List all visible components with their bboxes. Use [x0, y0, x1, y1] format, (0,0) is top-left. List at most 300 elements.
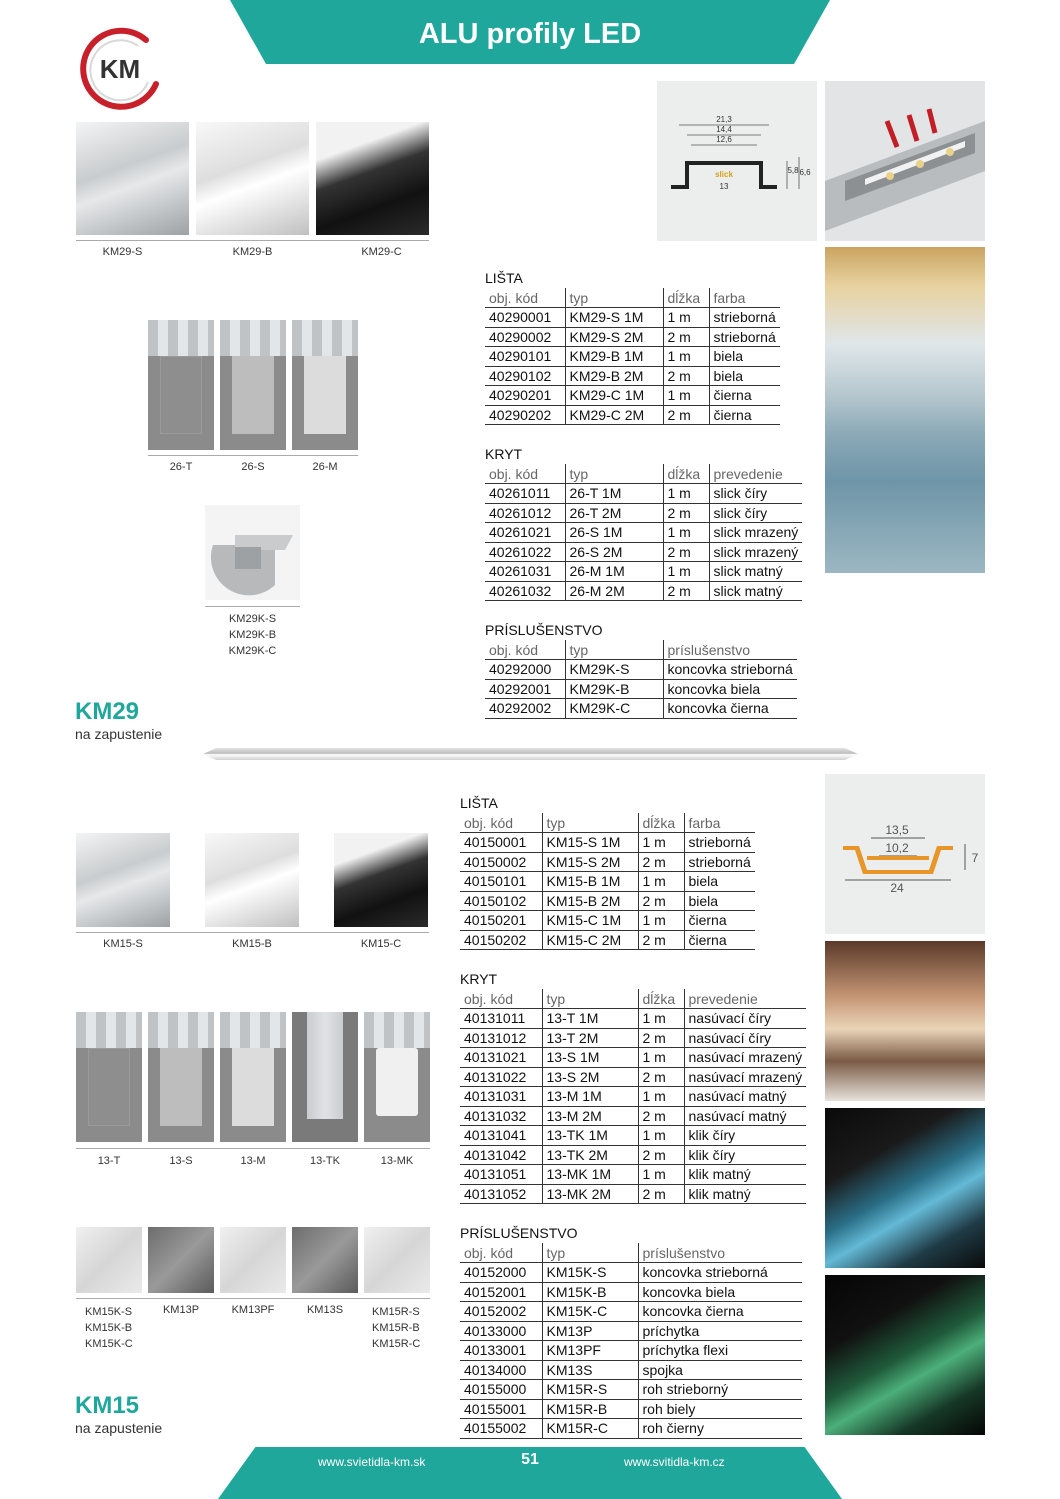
table-cell: 40155002 [460, 1419, 542, 1439]
table-cell: KM29-C 2M [565, 405, 663, 425]
table-cell: klik matný [684, 1165, 806, 1185]
cover-26-m-image [292, 320, 358, 450]
table-row [460, 1048, 806, 1068]
table-cell: 13-M 1M [542, 1087, 638, 1107]
table-cell: 1 m [663, 308, 709, 328]
km15-cross-section-drawing [825, 774, 985, 934]
col-header: typ [565, 640, 663, 660]
cover-13-tk-image [292, 1012, 358, 1142]
divider-line [76, 1148, 430, 1149]
cover-13-t-image [76, 1012, 142, 1142]
divider-line [205, 606, 300, 607]
caption-26-t: 26-T [169, 461, 193, 473]
table-cell: KM15-S 1M [542, 833, 638, 853]
svg-text:24: 24 [890, 881, 904, 895]
km29-s-image [76, 122, 189, 235]
km29-c-image [316, 122, 429, 235]
table-cell: 40290101 [485, 347, 565, 367]
col-header: dĺžka [638, 989, 684, 1009]
col-header: farba [709, 288, 780, 308]
table-cell: KM15R-S [542, 1380, 638, 1400]
svg-text:13: 13 [719, 182, 729, 191]
table-cell: 40261022 [485, 542, 565, 562]
table-cell: 40155000 [460, 1380, 542, 1400]
col-header: obj. kód [460, 989, 542, 1009]
table-cell: 1 m [638, 833, 684, 853]
km13p-clip-image [148, 1227, 214, 1293]
table-row [460, 852, 755, 872]
table-cell: 40150202 [460, 930, 542, 950]
table-cell: 13-TK 1M [542, 1126, 638, 1146]
table-body [485, 660, 797, 719]
table-cell: 26-T 2M [565, 503, 663, 523]
table-cell: 1 m [638, 872, 684, 892]
caption-km15-c: KM15-C [360, 938, 402, 950]
table-row [460, 930, 755, 950]
table-cell: 1 m [638, 1087, 684, 1107]
table-row [460, 1184, 806, 1204]
km15-lista-table [460, 813, 755, 950]
table-cell: koncovka biela [638, 1282, 802, 1302]
table-cell: biela [684, 891, 755, 911]
table-cell: 40131032 [460, 1106, 542, 1126]
table-cell: KM15K-S [542, 1263, 638, 1283]
table-cell: slick matný [709, 581, 802, 601]
section-title: LIŠTA [485, 270, 523, 286]
table-cell: KM15-C 2M [542, 930, 638, 950]
table-row [460, 1419, 802, 1439]
table-cell: 13-T 1M [542, 1009, 638, 1029]
table-row [460, 1302, 802, 1322]
table-row [485, 484, 802, 504]
table-cell: koncovka čierna [638, 1302, 802, 1322]
table-row [460, 833, 755, 853]
col-header: typ [542, 813, 638, 833]
table-cell: 40131052 [460, 1184, 542, 1204]
table-cell: 2 m [663, 366, 709, 386]
caption-km15r: KM15R-S KM15R-B KM15R-C [372, 1306, 421, 1350]
km15-lista-table-block [460, 793, 755, 950]
table-cell: 1 m [663, 347, 709, 367]
km29-prislusenstvo-table [485, 640, 797, 719]
km15-title: KM15 [75, 1392, 140, 1419]
table-row [485, 679, 797, 699]
caption-km15-s: KM15-S [103, 938, 143, 950]
table-cell: 2 m [663, 503, 709, 523]
section-title: KRYT [485, 446, 523, 462]
caption-km15k: KM15K-S KM15K-B KM15K-C [85, 1306, 133, 1350]
table-cell: 40290202 [485, 405, 565, 425]
table-cell: strieborná [709, 327, 780, 347]
caption-13-m: 13-M [240, 1155, 266, 1167]
section-title: PRÍSLUŠENSTVO [460, 1225, 578, 1241]
table-cell: 2 m [663, 581, 709, 601]
table-cell: príchytka flexi [638, 1341, 802, 1361]
col-header: typ [565, 288, 663, 308]
km15r-corner-image [364, 1227, 430, 1293]
table-cell: 40134000 [460, 1360, 542, 1380]
table-row [460, 1380, 802, 1400]
table-row [460, 1399, 802, 1419]
table-cell: 1 m [663, 523, 709, 543]
table-row [460, 1028, 806, 1048]
svg-text:7: 7 [971, 851, 979, 865]
table-row [460, 891, 755, 911]
caption-km29-s: KM29-S [102, 246, 143, 258]
table-cell: KM29-S 2M [565, 327, 663, 347]
svg-text:21,3: 21,3 [716, 115, 732, 124]
table-cell: nasúvací číry [684, 1009, 806, 1029]
table-row [460, 1165, 806, 1185]
table-cell: KM15-S 2M [542, 852, 638, 872]
table-cell: 40261031 [485, 562, 565, 582]
table-cell: 40292000 [485, 660, 565, 680]
table-cell: klik matný [684, 1184, 806, 1204]
table-cell: 2 m [638, 1145, 684, 1165]
cover-13-mk-image [364, 1012, 430, 1142]
table-cell: 40261012 [485, 503, 565, 523]
table-cell: slick číry [709, 503, 802, 523]
km15-subtitle: na zapustenie [75, 1420, 163, 1436]
table-cell: koncovka biela [663, 679, 797, 699]
table-row [485, 581, 802, 601]
table-row [460, 1341, 802, 1361]
km-logo [76, 26, 164, 112]
table-cell: 40290001 [485, 308, 565, 328]
table-cell: 40131022 [460, 1067, 542, 1087]
table-body [485, 484, 802, 601]
table-row [485, 386, 780, 406]
km29-subtitle: na zapustenie [75, 726, 163, 742]
col-header: typ [542, 1243, 638, 1263]
table-cell: čierna [709, 386, 780, 406]
col-header: príslušenstvo [663, 640, 797, 660]
table-cell: 1 m [663, 562, 709, 582]
table-cell: 26-M 2M [565, 581, 663, 601]
table-cell: roh strieborný [638, 1380, 802, 1400]
table-row [485, 542, 802, 562]
table-row [460, 1145, 806, 1165]
col-header: prevedenie [709, 464, 802, 484]
caption-km13p: KM13P [162, 1304, 200, 1316]
table-cell: 40131051 [460, 1165, 542, 1185]
col-header: obj. kód [485, 640, 565, 660]
col-header: typ [542, 989, 638, 1009]
table-cell: KM29-C 1M [565, 386, 663, 406]
table-cell: KM15-B 1M [542, 872, 638, 892]
cover-26-t-image [148, 320, 214, 450]
table-cell: KM13P [542, 1321, 638, 1341]
footer-url-cz[interactable]: www.svitidla-km.cz [624, 1455, 725, 1469]
table-cell: KM15K-C [542, 1302, 638, 1322]
table-row [460, 1360, 802, 1380]
table-row [460, 1106, 806, 1126]
table-cell: príchytka [638, 1321, 802, 1341]
logo-text: KM [99, 54, 141, 84]
table-cell: KM15-C 1M [542, 911, 638, 931]
divider-line [76, 1298, 430, 1299]
table-cell: KM29K-S [565, 660, 663, 680]
table-cell: 40131011 [460, 1009, 542, 1029]
table-cell: 40150002 [460, 852, 542, 872]
table-cell: 40155001 [460, 1399, 542, 1419]
km15-prislusenstvo-table [460, 1243, 802, 1439]
table-cell: roh biely [638, 1399, 802, 1419]
table-cell: 2 m [638, 930, 684, 950]
table-cell: 40261021 [485, 523, 565, 543]
table-row [485, 523, 802, 543]
km15-c-image [334, 833, 428, 927]
table-cell: 1 m [663, 484, 709, 504]
table-cell: nasúvací mrazený [684, 1067, 806, 1087]
table-cell: KM15-B 2M [542, 891, 638, 911]
svg-text:10,2: 10,2 [885, 841, 909, 855]
table-cell: 40261032 [485, 581, 565, 601]
caption-13-tk: 13-TK [310, 1155, 340, 1167]
table-cell: slick mrazený [709, 523, 802, 543]
table-cell: nasúvací matný [684, 1087, 806, 1107]
table-cell: KM15R-C [542, 1419, 638, 1439]
table-row [485, 327, 780, 347]
km29-kryt-table [485, 464, 802, 601]
km29-kryt-table-block [485, 444, 802, 601]
table-cell: 26-S 1M [565, 523, 663, 543]
caption-km29k-c: KM29K-C [228, 645, 277, 657]
table-row [485, 366, 780, 386]
table-cell: 2 m [638, 852, 684, 872]
table-row [460, 872, 755, 892]
table-cell: strieborná [684, 833, 755, 853]
table-cell: KM15R-B [542, 1399, 638, 1419]
col-header: typ [565, 464, 663, 484]
table-cell: 40133001 [460, 1341, 542, 1361]
km15-kryt-table [460, 989, 806, 1204]
table-row [485, 347, 780, 367]
table-cell: 40290201 [485, 386, 565, 406]
table-cell: 2 m [638, 1184, 684, 1204]
table-row [485, 405, 780, 425]
table-cell: 1 m [663, 386, 709, 406]
table-cell: 40290002 [485, 327, 565, 347]
table-cell: slick matný [709, 562, 802, 582]
caption-26-m: 26-M [312, 461, 338, 473]
table-cell: KM29-B 1M [565, 347, 663, 367]
km15k-endcap-image [76, 1227, 142, 1293]
table-cell: 40290102 [485, 366, 565, 386]
svg-text:5,8: 5,8 [787, 166, 799, 175]
table-cell: koncovka čierna [663, 699, 797, 719]
table-cell: čierna [684, 930, 755, 950]
km29-prislusenstvo-table-block [485, 620, 797, 719]
table-cell: 40292001 [485, 679, 565, 699]
table-row [460, 1126, 806, 1146]
table-cell: 13-S 2M [542, 1067, 638, 1087]
col-header: obj. kód [460, 813, 542, 833]
table-cell: 40131042 [460, 1145, 542, 1165]
col-header: dĺžka [663, 464, 709, 484]
km29-installation-image [825, 81, 985, 241]
caption-km29-c: KM29-C [361, 246, 402, 258]
table-cell: klik číry [684, 1126, 806, 1146]
caption-km29k [205, 611, 300, 659]
table-cell: 2 m [663, 405, 709, 425]
col-header: obj. kód [485, 288, 565, 308]
table-row [460, 1067, 806, 1087]
table-cell: 2 m [638, 1106, 684, 1126]
table-cell: strieborná [684, 852, 755, 872]
table-cell: nasúvací mrazený [684, 1048, 806, 1068]
table-cell: strieborná [709, 308, 780, 328]
km29-b-image [196, 122, 309, 235]
col-header: farba [684, 813, 755, 833]
svg-text:12,6: 12,6 [716, 135, 732, 144]
table-cell: roh čierny [638, 1419, 802, 1439]
col-header: obj. kód [460, 1243, 542, 1263]
km15-blue-led-photo [825, 1108, 985, 1268]
km15-s-image [76, 833, 170, 927]
page-title: ALU profily LED [418, 18, 642, 50]
km29-lista-table [485, 288, 780, 425]
table-cell: 26-S 2M [565, 542, 663, 562]
cover-13-m-image [220, 1012, 286, 1142]
table-row [485, 699, 797, 719]
divider-line [148, 455, 358, 456]
cover-13-s-image [148, 1012, 214, 1142]
section-title: LIŠTA [460, 795, 498, 811]
caption-km29-b: KM29-B [232, 246, 273, 258]
table-cell: 2 m [638, 1067, 684, 1087]
table-cell: KM13S [542, 1360, 638, 1380]
col-header: dĺžka [638, 813, 684, 833]
table-cell: KM29K-C [565, 699, 663, 719]
table-cell: slick číry [709, 484, 802, 504]
table-row [485, 503, 802, 523]
km15-b-image [205, 833, 299, 927]
table-cell: 40150101 [460, 872, 542, 892]
table-cell: 1 m [638, 1009, 684, 1029]
section-divider [203, 748, 858, 760]
caption-km29k-s: KM29K-S [228, 613, 277, 625]
caption-13-s: 13-S [169, 1155, 193, 1167]
km15-kryt-table-block [460, 969, 806, 1204]
km29-lista-table-block [485, 268, 780, 425]
table-cell: KM29-S 1M [565, 308, 663, 328]
caption-km13pf: KM13PF [231, 1304, 275, 1316]
table-cell: 1 m [638, 1165, 684, 1185]
table-cell: 40131021 [460, 1048, 542, 1068]
svg-text:13,5: 13,5 [885, 823, 909, 837]
table-cell: 1 m [638, 1126, 684, 1146]
table-row [460, 1282, 802, 1302]
km15-green-led-photo [825, 1275, 985, 1435]
km29k-endcap-image [205, 505, 300, 600]
km29-title: KM29 [75, 698, 140, 725]
table-cell: 40131041 [460, 1126, 542, 1146]
km13s-joiner-image [292, 1227, 358, 1293]
table-cell: spojka [638, 1360, 802, 1380]
table-cell: biela [709, 347, 780, 367]
col-header: príslušenstvo [638, 1243, 802, 1263]
table-cell: 2 m [663, 542, 709, 562]
table-cell: 40133000 [460, 1321, 542, 1341]
footer-url-sk[interactable]: www.svietidla-km.sk [318, 1455, 426, 1469]
table-row [460, 1087, 806, 1107]
table-body [460, 1009, 806, 1204]
km15-prislusenstvo-table-block [460, 1223, 802, 1439]
table-cell: 40261011 [485, 484, 565, 504]
km29-pool-photo [825, 247, 985, 573]
table-cell: 13-T 2M [542, 1028, 638, 1048]
table-body [460, 1263, 802, 1439]
table-cell: biela [684, 872, 755, 892]
table-cell: 2 m [663, 327, 709, 347]
table-cell: čierna [684, 911, 755, 931]
table-cell: nasúvací matný [684, 1106, 806, 1126]
table-cell: 13-S 1M [542, 1048, 638, 1068]
caption-km29k-b: KM29K-B [228, 629, 277, 641]
table-cell: KM29K-B [565, 679, 663, 699]
table-cell: 2 m [638, 1028, 684, 1048]
svg-text:14,4: 14,4 [716, 125, 732, 134]
divider-line [76, 240, 429, 241]
table-cell: 40150102 [460, 891, 542, 911]
table-row [485, 562, 802, 582]
table-cell: KM13PF [542, 1341, 638, 1361]
table-row [460, 1009, 806, 1029]
table-cell: 13-M 2M [542, 1106, 638, 1126]
table-row [485, 660, 797, 680]
table-cell: KM29-B 2M [565, 366, 663, 386]
km13pf-clip-image [220, 1227, 286, 1293]
table-row [460, 911, 755, 931]
caption-km15-b: KM15-B [232, 938, 272, 950]
table-cell: 13-MK 2M [542, 1184, 638, 1204]
table-cell: 40152000 [460, 1263, 542, 1283]
table-cell: biela [709, 366, 780, 386]
table-body [460, 833, 755, 950]
caption-km13s: KM13S [306, 1304, 344, 1316]
table-cell: 2 m [638, 891, 684, 911]
col-header: obj. kód [485, 464, 565, 484]
table-cell: čierna [709, 405, 780, 425]
table-cell: slick mrazený [709, 542, 802, 562]
table-row [460, 1321, 802, 1341]
table-cell: klik číry [684, 1145, 806, 1165]
table-row [460, 1263, 802, 1283]
table-cell: 40292002 [485, 699, 565, 719]
table-cell: 40150201 [460, 911, 542, 931]
caption-13-t: 13-T [97, 1155, 121, 1167]
table-cell: 40152002 [460, 1302, 542, 1322]
table-cell: 40150001 [460, 833, 542, 853]
table-body [485, 308, 780, 425]
table-cell: 13-TK 2M [542, 1145, 638, 1165]
km29-cross-section-drawing [657, 81, 817, 241]
table-cell: koncovka strieborná [638, 1263, 802, 1283]
caption-26-s: 26-S [241, 461, 265, 473]
km15-bedroom-photo [825, 941, 985, 1101]
svg-text:slick: slick [715, 170, 733, 179]
table-cell: 13-MK 1M [542, 1165, 638, 1185]
table-cell: nasúvací číry [684, 1028, 806, 1048]
divider-line [76, 932, 429, 933]
section-title: KRYT [460, 971, 498, 987]
col-header: prevedenie [684, 989, 806, 1009]
caption-13-mk: 13-MK [380, 1155, 414, 1167]
table-cell: 1 m [638, 1048, 684, 1068]
table-cell: 40131031 [460, 1087, 542, 1107]
table-row [485, 308, 780, 328]
